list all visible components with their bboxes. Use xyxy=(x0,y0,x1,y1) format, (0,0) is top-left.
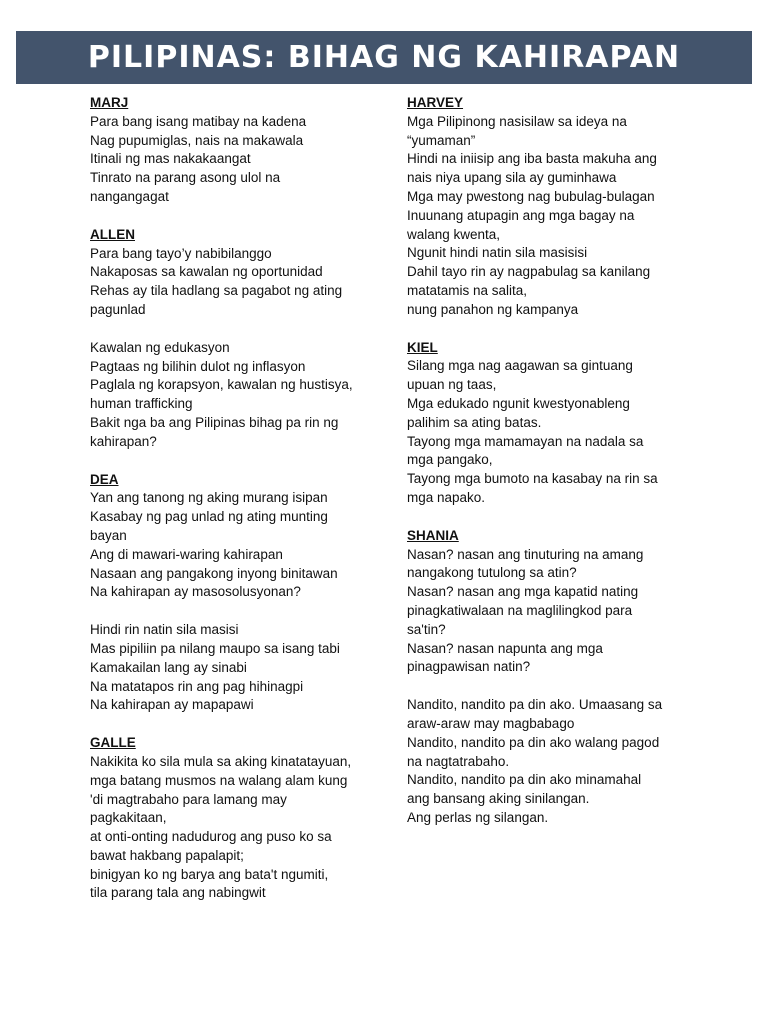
stanza xyxy=(407,696,687,828)
verse-line: pinagkatiwalaan na maglilingkod para xyxy=(407,602,633,618)
verse-line: Para bang isang matibay na kadena xyxy=(90,113,307,129)
verse-lines xyxy=(407,696,687,828)
verse-line: Nasaan ang pangakong inyong binitawan xyxy=(90,565,338,581)
verse-line: mga pangako, xyxy=(407,452,493,468)
verse-lines xyxy=(90,245,390,320)
verse-line: bawat hakbang papalapit; xyxy=(90,847,244,863)
stanza xyxy=(90,471,390,603)
verse-line: nangakong tutulong sa atin? xyxy=(407,565,577,581)
verse-line: Kawalan ng edukasyon xyxy=(90,339,230,355)
left-column xyxy=(90,94,390,922)
speaker-name: DEA xyxy=(90,471,119,487)
verse-line: binigyan ko ng barya ang bata't ngumiti, xyxy=(90,866,329,882)
verse-line: Hindi na iniisip ang iba basta makuha ang xyxy=(407,151,657,167)
verse-line: Ngunit hindi natin sila masisisi xyxy=(407,245,588,261)
verse-line: Pagtaas ng bilihin dulot ng inflasyon xyxy=(90,358,306,374)
verse-line: Tayong mga bumoto na kasabay na rin sa xyxy=(407,471,658,487)
verse-line: Para bang tayo’y nabibilanggo xyxy=(90,245,272,261)
document-title: PILIPINAS: BIHAG NG KAHIRAPAN xyxy=(87,40,681,75)
stanza xyxy=(90,734,390,903)
verse-line: Mas pipiliin pa nilang maupo sa isang tabi xyxy=(90,640,340,656)
verse-line: Tinrato na parang asong ulol na xyxy=(90,170,281,186)
verse-lines xyxy=(90,621,390,715)
verse-line: Na kahirapan ay mapapawi xyxy=(90,697,254,713)
verse-line: Paglala ng korapsyon, kawalan ng hustisya, xyxy=(90,377,353,393)
verse-lines xyxy=(90,339,390,452)
verse-line: pagunlad xyxy=(90,301,146,317)
verse-line: mga batang musmos na walang alam kung xyxy=(90,772,348,788)
verse-line: at onti-onting nadudurog ang puso ko sa xyxy=(90,829,332,845)
verse-line: nung panahon ng kampanya xyxy=(407,301,579,317)
speaker-name: MARJ xyxy=(90,95,129,110)
verse-line: “yumaman” xyxy=(407,132,476,148)
speaker-name: ALLEN xyxy=(90,226,135,242)
stanza xyxy=(90,339,390,452)
verse-line: Kamakailan lang ay sinabi xyxy=(90,659,247,675)
verse-lines xyxy=(90,489,390,602)
verse-line: Itinali ng mas nakakaangat xyxy=(90,151,251,167)
verse-lines xyxy=(407,546,687,678)
stanza xyxy=(90,226,390,320)
stanza xyxy=(407,339,687,508)
verse-line: mga napako. xyxy=(407,489,486,505)
verse-line: pinagpawisan natin? xyxy=(407,659,531,675)
verse-line: kahirapan? xyxy=(90,433,157,449)
verse-line: nais niya upang sila ay guminhawa xyxy=(407,170,617,186)
verse-line: upuan ng taas, xyxy=(407,377,497,393)
verse-line: nangangagat xyxy=(90,188,169,204)
verse-line: Dahil tayo rin ay nagpabulag sa kanilang xyxy=(407,264,651,280)
verse-line: Nakikita ko sila mula sa aking kinatatayuan, xyxy=(90,753,352,769)
verse-line: Mga Pilipinong nasisilaw sa ideya na xyxy=(407,113,627,129)
verse-line: tila parang tala ang nabingwit xyxy=(90,885,266,901)
right-column xyxy=(407,94,687,847)
verse-line: Inuunang atupagin ang mga bagay na xyxy=(407,207,635,223)
verse-line: na nagtatrabaho. xyxy=(407,753,510,769)
speaker-name: SHANIA xyxy=(407,527,459,543)
verse-line: pagkakitaan, xyxy=(90,810,167,826)
verse-line: Silang mga nag aagawan sa gintuang xyxy=(407,358,633,374)
verse-line: Rehas ay tila hadlang sa pagabot ng ating xyxy=(90,283,343,299)
verse-line: Tayong mga mamamayan na nadala sa xyxy=(407,433,644,449)
verse-line: araw-araw may magbabago xyxy=(407,715,575,731)
verse-line: Na kahirapan ay masosolusyonan? xyxy=(90,584,301,600)
stanza xyxy=(90,94,390,207)
verse-line: palihim sa ating batas. xyxy=(407,414,542,430)
verse-line: Nag pupumiglas, nais na makawala xyxy=(90,132,304,148)
verse-line: Nasan? nasan napunta ang mga xyxy=(407,640,603,656)
verse-line: human trafficking xyxy=(90,396,193,412)
stanza xyxy=(90,621,390,715)
verse-line: Ang di mawari-waring kahirapan xyxy=(90,546,283,562)
speaker-name: KIEL xyxy=(407,339,438,355)
verse-line: Kasabay ng pag unlad ng ating munting xyxy=(90,509,328,525)
verse-line: Mga edukado ngunit kwestyonableng xyxy=(407,395,630,411)
verse-line: Nasan? nasan ang mga kapatid nating xyxy=(407,584,639,600)
verse-line: Mga may pwestong nag bubulag-bulagan xyxy=(407,188,655,204)
speaker-name: GALLE xyxy=(90,735,136,751)
title-banner xyxy=(16,31,752,84)
verse-line: walang kwenta, xyxy=(407,226,501,242)
verse-line: sa'tin? xyxy=(407,621,446,637)
verse-line: Nandito, nandito pa din ako. Umaasang sa xyxy=(407,697,663,713)
verse-lines xyxy=(90,753,390,903)
verse-line: Hindi rin natin sila masisi xyxy=(90,622,239,638)
verse-lines xyxy=(90,113,390,207)
verse-line: matatamis na salita, xyxy=(407,282,528,298)
stanza xyxy=(407,94,687,320)
verse-line: Nandito, nandito pa din ako minamahal xyxy=(407,772,642,788)
verse-lines xyxy=(407,357,687,507)
verse-line: Ang perlas ng silangan. xyxy=(407,809,549,825)
verse-line: Bakit nga ba ang Pilipinas bihag pa rin ng xyxy=(90,414,339,430)
verse-line: Nandito, nandito pa din ako walang pagod xyxy=(407,734,660,750)
verse-line: bayan xyxy=(90,527,127,543)
stanza xyxy=(407,527,687,677)
verse-line: 'di magtrabaho para lamang may xyxy=(90,791,287,807)
verse-line: ang bansang aking sinilangan. xyxy=(407,791,590,807)
verse-line: Nakaposas sa kawalan ng oportunidad xyxy=(90,264,323,280)
speaker-name: HARVEY xyxy=(407,95,464,110)
verse-lines xyxy=(407,113,687,320)
verse-line: Na matatapos rin ang pag hihinagpi xyxy=(90,678,304,694)
verse-line: Yan ang tanong ng aking murang isipan xyxy=(90,490,328,506)
verse-line: Nasan? nasan ang tinuturing na amang xyxy=(407,546,644,562)
